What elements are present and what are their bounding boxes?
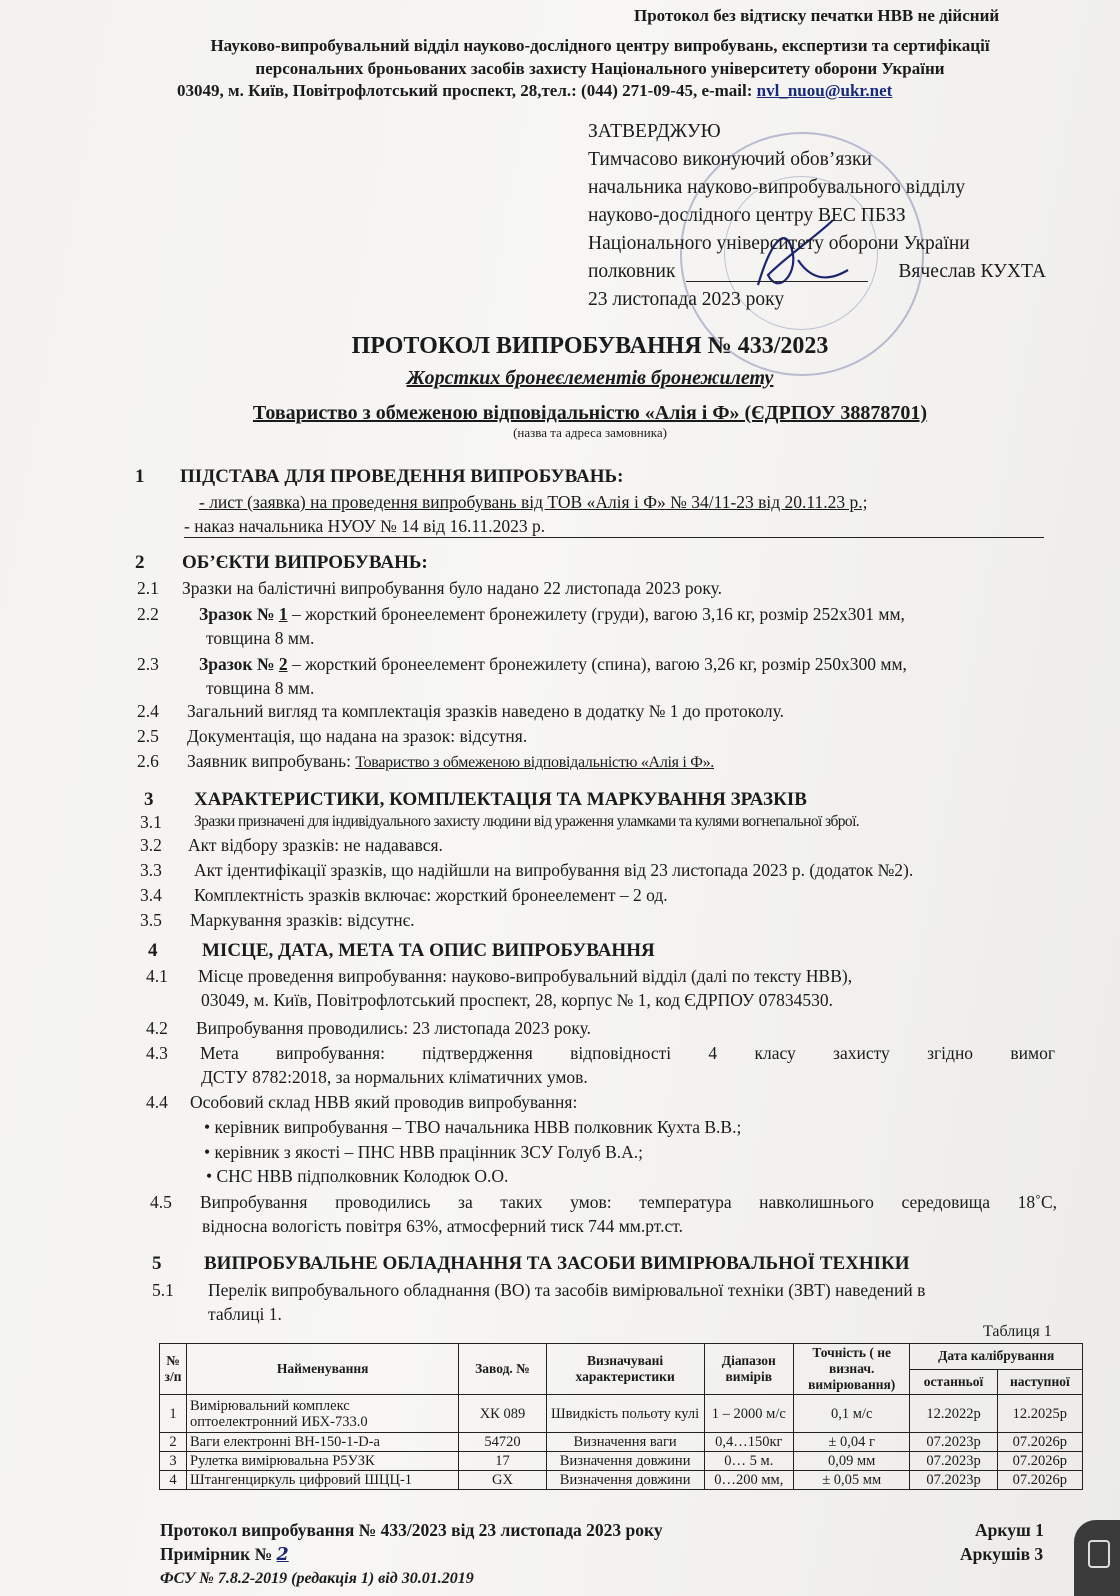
footer-form: ФСУ № 7.8.2-2019 (редакція 1) від 30.01.2019 xyxy=(160,1570,474,1587)
applicant-name: Товариство з обмеженою відповідальністю «Алія і Ф». xyxy=(355,754,714,771)
approve-line-3: начальника науково-випробувального відділу xyxy=(588,177,966,198)
approve-line-5: Національного університету оборони України xyxy=(588,233,970,254)
item-4-5-number: 4.5 xyxy=(150,1192,172,1212)
table-row xyxy=(160,1452,1083,1471)
item-2-2-text xyxy=(199,604,1057,625)
item-3-3-text: Акт ідентифікації зразків, що надійшли на випробування від 23 листопада 2023 р. (додаток №2). xyxy=(194,860,914,880)
item-3-4-number: 3.4 xyxy=(140,885,162,905)
cell-name: Рулетка вимірювальна Р5УЗК xyxy=(187,1452,459,1471)
approval-block xyxy=(588,118,1046,314)
cell-range: 0,4…150кг xyxy=(704,1433,793,1452)
org-line-1: Науково-випробувальний відділ науково-дослідного центру випробувань, експертизи та сертифікації xyxy=(210,36,990,55)
cell-acc: ± 0,04 г xyxy=(793,1433,909,1452)
section-5-number: 5 xyxy=(152,1253,162,1274)
approve-rank: полковник xyxy=(588,261,676,282)
footer-sheet: Аркуш 1 xyxy=(975,1520,1044,1540)
cell-name: Штангенциркуль цифровий ШЦЦ-1 xyxy=(187,1471,459,1490)
table-row xyxy=(160,1471,1083,1490)
item-4-2-number: 4.2 xyxy=(146,1018,168,1038)
protocol-title: ПРОТОКОЛ ВИПРОБУВАННЯ № 433/2023 xyxy=(351,333,829,359)
scan-overlay-icon[interactable] xyxy=(1074,1520,1120,1596)
item-4-1-number: 4.1 xyxy=(146,966,168,986)
sample-1-number: 1 xyxy=(278,604,288,624)
item-4-2-text: Випробування проводились: 23 листопада 2023 року. xyxy=(196,1018,592,1038)
table-row xyxy=(160,1395,1083,1433)
cell-char: Швидкість польоту кулі xyxy=(546,1395,704,1433)
sample-2-number: 2 xyxy=(278,654,288,674)
col-last: останньої xyxy=(910,1369,997,1395)
cell-next: 07.2026р xyxy=(997,1471,1082,1490)
section-3-title: ХАРАКТЕРИСТИКИ, КОМПЛЕКТАЦІЯ ТА МАРКУВАННЯ ЗРАЗКІВ xyxy=(194,789,807,810)
cell-no: 4 xyxy=(160,1471,187,1490)
cell-serial: 54720 xyxy=(459,1433,546,1452)
item-2-3-number: 2.3 xyxy=(137,654,159,674)
item-2-5-number: 2.5 xyxy=(137,726,159,746)
cell-char: Визначення довжини xyxy=(546,1452,704,1471)
applicant-label: Заявник випробувань: xyxy=(187,751,356,771)
section-2-number: 2 xyxy=(135,552,145,573)
footer-copy-number: 2 xyxy=(276,1545,289,1565)
sample-1-desc: – жорсткий бронеелемент бронежилету (груди), вагою 3,16 кг, розмір 252х301 мм, xyxy=(287,604,905,624)
basis-letter: - лист (заявка) на проведення випробувань від ТОВ «Алія і Ф» № 34/11-23 від 20.11.23 р.; xyxy=(199,492,868,512)
col-calibration: Дата калібрування xyxy=(910,1344,1083,1370)
col-name: Найменування xyxy=(187,1344,459,1395)
table-caption: Таблиця 1 xyxy=(983,1323,1052,1340)
item-2-2-number: 2.2 xyxy=(137,604,159,624)
cell-no: 1 xyxy=(160,1395,187,1433)
item-4-1-address: 03049, м. Київ, Повітрофлотський проспект, 28, корпус № 1, код ЄДРПОУ 07834530. xyxy=(201,990,834,1010)
approve-signature-line xyxy=(588,258,1046,286)
cell-no: 2 xyxy=(160,1433,187,1452)
basis-order-line xyxy=(184,516,1044,538)
cell-range: 0… 5 м. xyxy=(704,1452,793,1471)
org-email-link[interactable]: nvl_nuou@ukr.net xyxy=(756,81,893,100)
equipment-table xyxy=(159,1343,1083,1490)
cell-char: Визначення довжини xyxy=(546,1471,704,1490)
customer-name: Товариство з обмеженою відповідальністю «Алія і Ф» (ЄДРПОУ 38878701) xyxy=(252,402,928,424)
cell-next: 07.2026р xyxy=(997,1433,1082,1452)
section-3-number: 3 xyxy=(144,789,154,810)
cell-serial: 17 xyxy=(459,1452,546,1471)
item-4-3-standard: ДСТУ 8782:2018, за нормальних кліматичних умов. xyxy=(201,1067,588,1087)
col-characteristics: Визначувані характеристики xyxy=(546,1344,704,1395)
item-2-5-text: Документація, що надана на зразок: відсутня. xyxy=(187,726,528,746)
col-next: наступної xyxy=(997,1369,1082,1395)
protocol-subject: Жорстких бронеєлементів бронежилету xyxy=(406,367,774,389)
col-no: № з/п xyxy=(160,1344,187,1395)
sample-2-label: Зразок № xyxy=(199,654,279,674)
section-5-title: ВИПРОБУВАЛЬНЕ ОБЛАДНАННЯ ТА ЗАСОБИ ВИМІРЮВАЛЬНОЇ ТЕХНІКИ xyxy=(204,1253,910,1274)
cell-acc: 0,09 мм xyxy=(793,1452,909,1471)
item-2-6-text xyxy=(187,751,714,772)
item-4-5-text: Випробування проводились за таких умов: температура навколишнього середовища 18˚С, xyxy=(200,1192,1057,1212)
cell-next: 12.2025р xyxy=(997,1395,1082,1433)
item-3-1-text: Зразки призначені для індивідуального захисту людини від ураження уламками та кулями вогнепальної зброї. xyxy=(194,813,860,830)
item-2-6-number: 2.6 xyxy=(137,751,159,771)
item-3-3-number: 3.3 xyxy=(140,860,162,880)
footer-copy-label: Примірник № xyxy=(160,1544,277,1564)
item-3-2-text: Акт відбору зразків: не надавався. xyxy=(188,835,443,855)
item-4-3-text: Мета випробування: підтвердження відповідності 4 класу захисту згідно вимог xyxy=(200,1043,1055,1063)
item-3-4-text: Комплектність зразків включає: жорсткий бронеелемент – 2 од. xyxy=(194,885,668,905)
footer-copy xyxy=(160,1544,289,1565)
cell-serial: ХК 089 xyxy=(459,1395,546,1433)
cell-next: 07.2026р xyxy=(997,1452,1082,1471)
item-5-1-text: Перелік випробувального обладнання (ВО) та засобів вимірювальної техніки (ЗВТ) наведений в xyxy=(208,1280,926,1300)
approve-line-4: науково-дослідного центру ВЕС ПБЗЗ xyxy=(588,205,906,226)
item-3-5-number: 3.5 xyxy=(140,910,162,930)
item-4-1-text: Місце проведення випробування: науково-випробувальний відділ (далі по тексту НВВ), xyxy=(198,966,853,986)
approve-date: 23 листопада 2023 року xyxy=(588,289,785,310)
approve-line-2: Тимчасово виконуючий обов’язки xyxy=(588,149,872,170)
item-4-4-number: 4.4 xyxy=(146,1092,168,1112)
personnel-3: • СНС НВВ підполковник Колодюк О.О. xyxy=(206,1166,509,1186)
item-4-4-text: Особовий склад НВВ який проводив випробування: xyxy=(190,1092,578,1112)
table-row xyxy=(160,1433,1083,1452)
section-1-number: 1 xyxy=(135,466,145,487)
cell-last: 07.2023р xyxy=(910,1471,997,1490)
item-4-3-number: 4.3 xyxy=(146,1043,168,1063)
cell-no: 3 xyxy=(160,1452,187,1471)
cell-last: 07.2023р xyxy=(910,1433,997,1452)
cell-acc: 0,1 м/с xyxy=(793,1395,909,1433)
cell-acc: ± 0,05 мм xyxy=(793,1471,909,1490)
org-line-3 xyxy=(177,81,892,101)
cell-last: 12.2022р xyxy=(910,1395,997,1433)
item-3-2-number: 3.2 xyxy=(140,835,162,855)
sample-2-thickness: товщина 8 мм. xyxy=(206,678,315,698)
section-4-title: МІСЦЕ, ДАТА, МЕТА ТА ОПИС ВИПРОБУВАННЯ xyxy=(202,940,655,961)
item-5-1-text-cont: таблиці 1. xyxy=(208,1304,282,1324)
item-3-5-text: Маркування зразків: відсутнє. xyxy=(190,910,415,930)
personnel-2: • керівник з якості – ПНС НВВ працінник ЗСУ Голуб В.А.; xyxy=(204,1142,644,1162)
item-2-4-number: 2.4 xyxy=(137,701,159,721)
org-line-2: персональних броньованих засобів захисту Національного університету оборони України xyxy=(255,59,945,78)
col-range: Діапазон вимірів xyxy=(704,1344,793,1395)
table-header-row xyxy=(160,1344,1083,1370)
item-2-1-text: Зразки на балістичні випробування було надано 22 листопада 2023 року. xyxy=(182,578,722,598)
item-5-1-number: 5.1 xyxy=(152,1280,174,1300)
sample-1-label: Зразок № xyxy=(199,604,279,624)
sample-1-thickness: товщина 8 мм. xyxy=(206,628,315,648)
approve-heading: ЗАТВЕРДЖУЮ xyxy=(588,121,721,142)
cell-range: 1 – 2000 м/с xyxy=(704,1395,793,1433)
footer-sheets: Аркушів 3 xyxy=(960,1544,1044,1564)
top-note: Протокол без відтиску печатки НВВ не дійсний xyxy=(634,6,1000,25)
section-2-title: ОБ’ЄКТИ ВИПРОБУВАНЬ: xyxy=(182,552,428,573)
basis-order: - наказ начальника НУОУ № 14 від 16.11.2023 р. xyxy=(184,516,546,536)
item-3-1-number: 3.1 xyxy=(140,812,162,832)
cell-last: 07.2023р xyxy=(910,1452,997,1471)
item-2-3-text xyxy=(199,654,907,675)
org-address: 03049, м. Київ, Повітрофлотський проспект, 28,тел.: (044) 271-09-45, e-mail: xyxy=(177,81,757,100)
cell-serial: GX xyxy=(459,1471,546,1490)
col-accuracy: Точність ( не визнач. вимірювання) xyxy=(793,1344,909,1395)
col-serial: Завод. № xyxy=(459,1344,546,1395)
cell-name: Вимірювальний комплекс оптоелектронний ИБХ-733.0 xyxy=(187,1395,459,1433)
item-2-1-number: 2.1 xyxy=(137,578,159,598)
item-4-5-humidity: відносна вологість повітря 63%, атмосферний тиск 744 мм.рт.ст. xyxy=(202,1216,683,1236)
item-2-4-text: Загальний вигляд та комплектація зразків наведено в додатку № 1 до протоколу. xyxy=(187,701,784,721)
cell-name: Ваги електронні ВН-150-1-D-а xyxy=(187,1433,459,1452)
section-1-title: ПІДСТАВА ДЛЯ ПРОВЕДЕННЯ ВИПРОБУВАНЬ: xyxy=(180,466,624,487)
cell-char: Визначення ваги xyxy=(546,1433,704,1452)
approve-name: Вячеслав КУХТА xyxy=(898,261,1046,282)
cell-range: 0…200 мм, xyxy=(704,1471,793,1490)
personnel-1: • керівник випробування – ТВО начальника НВВ полковник Кухта В.В.; xyxy=(204,1117,742,1137)
customer-hint: (назва та адреса замовника) xyxy=(513,425,667,440)
footer-protocol: Протокол випробування № 433/2023 від 23 листопада 2023 року xyxy=(160,1520,663,1540)
sample-2-desc: – жорсткий бронеелемент бронежилету (спина), вагою 3,26 кг, розмір 250х300 мм, xyxy=(287,654,907,674)
section-4-number: 4 xyxy=(148,940,158,961)
